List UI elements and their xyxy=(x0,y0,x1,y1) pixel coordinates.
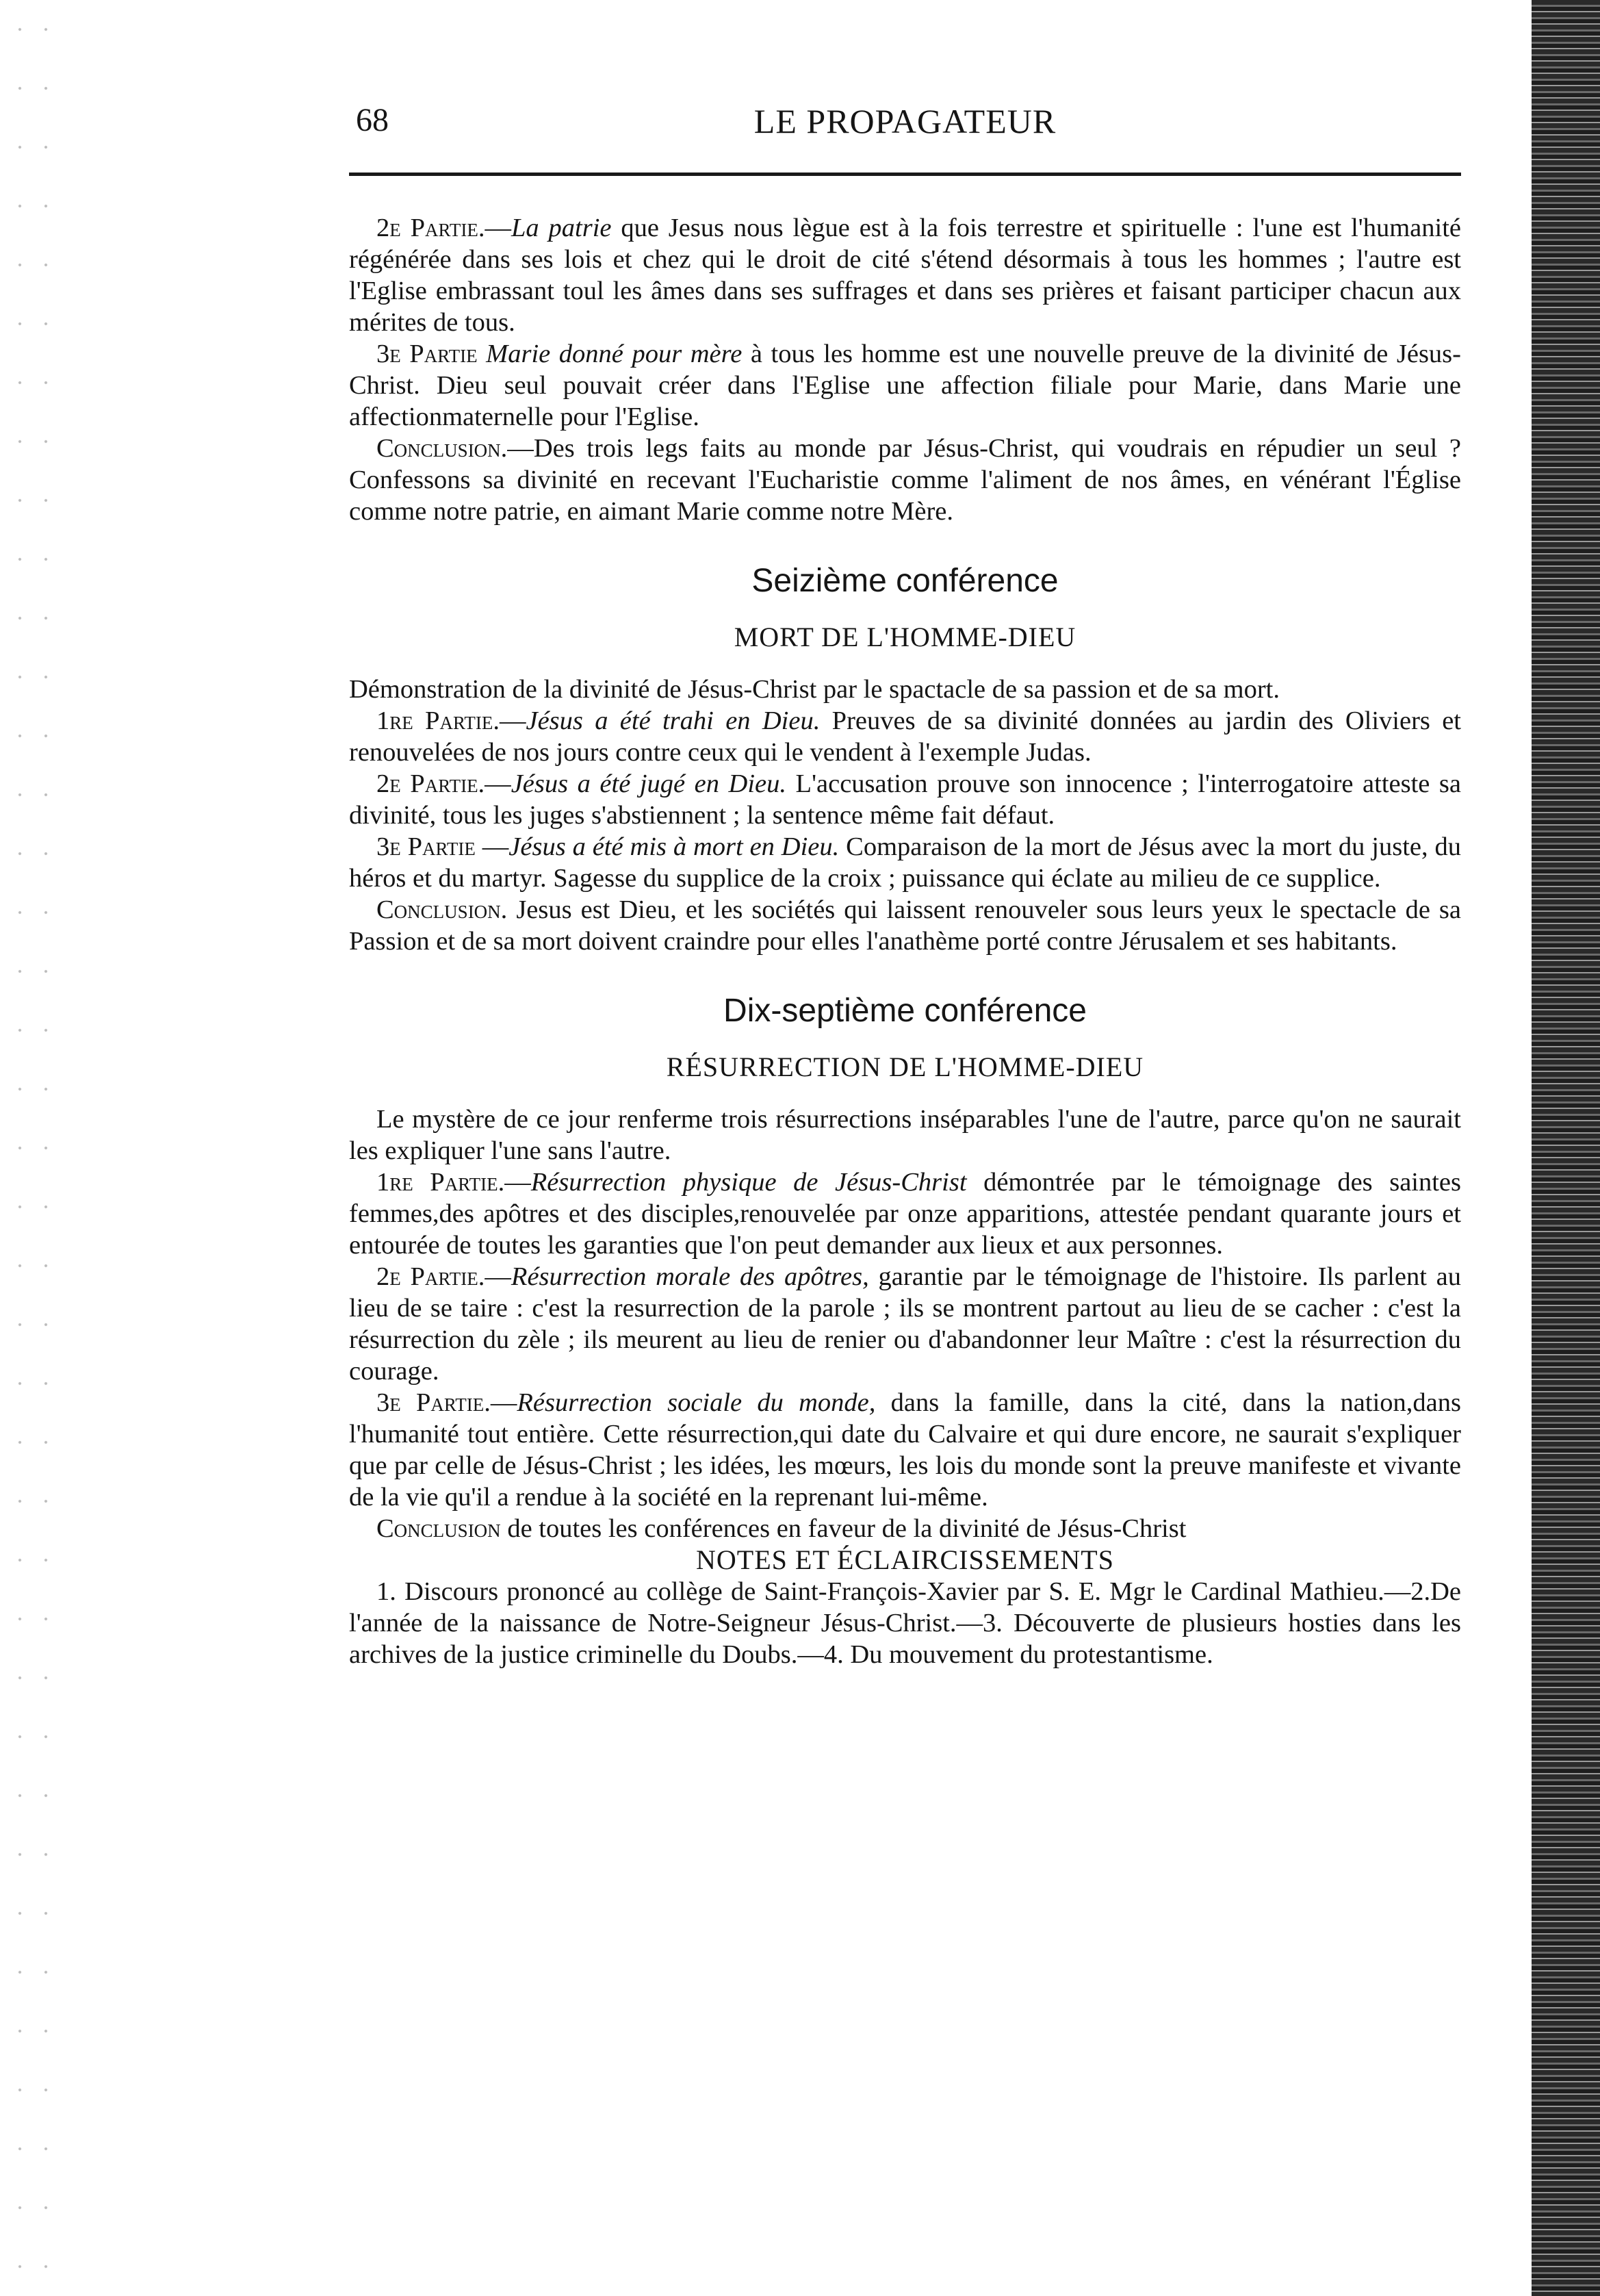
part-label: 2e Partie.— xyxy=(376,769,511,798)
part-title: La patrie xyxy=(511,214,612,242)
conference-17-body xyxy=(349,1104,1461,1544)
part-title: Résurrection physique de Jésus-Christ xyxy=(530,1168,967,1197)
paragraph-text: que Jesus nous lègue est à la fois terrestre et spirituelle : l'une est l'humanité régénérée dans ses lois et chez qui le droit de cité s'étend désormais à tous les hommes ; l'autre est l'Eglise embrassant toul les âmes dans ses suffrages et dans ses prières et faisant participer chacun aux mérites de tous. xyxy=(349,214,1461,337)
paragraph-text: Comparaison de la mort de Jésus avec la mort du juste, du héros et du martyr. Sagesse du supplice de la croix ; puissance qui éclate au milieu de ce supplice. xyxy=(349,832,1461,893)
scan-margin-specks xyxy=(7,0,55,2296)
paragraph-text: de toutes les conférences en faveur de la divinité de Jésus-Christ xyxy=(500,1514,1187,1543)
conclusion-label: Conclusion.— xyxy=(376,434,534,463)
part-title: Résurrection morale des apôtres, xyxy=(511,1262,869,1291)
page xyxy=(349,96,1462,1669)
conclusion-label: Conclusion. xyxy=(376,895,508,924)
part-label: 3e Partie — xyxy=(376,832,509,861)
running-header xyxy=(349,96,1461,164)
paragraph xyxy=(349,1513,1461,1544)
part-title: Résurrection sociale du monde, xyxy=(517,1388,876,1417)
paragraph xyxy=(349,433,1461,527)
part-label: 1re Partie.— xyxy=(376,1168,531,1197)
paragraph xyxy=(349,338,1461,433)
paragraph xyxy=(349,212,1461,338)
paragraph xyxy=(349,831,1461,894)
paragraph-text: Jesus est Dieu, et les sociétés qui laissent renouveler sous leurs yeux le spectacle de sa Passion et de sa mort doivent craindre pour elles l'anathème porté contre Jérusalem et ses habitants. xyxy=(349,895,1461,956)
part-title: Jésus a été mis à mort en Dieu. xyxy=(508,832,840,861)
paragraph-text: Des trois legs faits au monde par Jésus-Christ, qui voudrais en répudier un seul ? Confessons sa divinité en recevant l'Eucharistie comme l'aliment de nos âmes, en vénérant l'Église comme notre patrie, en aimant Marie comme notre Mère. xyxy=(349,434,1461,526)
paragraph-text: L'accusation prouve son innocence ; l'interrogatoire atteste sa divinité, tous les juges s'abstiennent ; la sentence même fait défaut. xyxy=(349,769,1461,830)
part-label: 2e Partie.— xyxy=(376,214,511,242)
header-rule xyxy=(349,173,1461,176)
paragraph-text: à tous les homme est une nouvelle preuve de la divinité de Jésus-Christ. Dieu seul pouvait créer dans l'Eglise une affection filiale pour Marie, dans Marie une affectionmaternelle pour l'Eglise. xyxy=(349,340,1461,431)
paragraph-text: garantie par le témoignage de l'histoire. Ils parlent au lieu de se taire : c'est la resurrection de la parole ; ils se montrent partout au lieu de se cacher : c'est la résurrection du zèle ; ils meurent au lieu de renier ou d'abandonner leur Maître : c'est la résurrection du courage. xyxy=(349,1262,1461,1386)
conference-16-heading: Seizième conférence xyxy=(751,563,1059,599)
paragraph-text: Preuves de sa divinité données au jardin des Oliviers et renouvelées de nos jours contre ceux qui le vendent à l'exemple Judas. xyxy=(349,706,1461,767)
part-title: Jésus a été jugé en Dieu. xyxy=(511,769,787,798)
conference-17-subheading: RÉSURRECTION DE L'HOMME-DIEU xyxy=(666,1051,1144,1082)
conference-17-heading: Dix-septième conférence xyxy=(723,993,1087,1029)
part-title: Jésus a été trahi en Dieu. xyxy=(526,706,821,735)
paragraph-text: dans la famille, dans la cité, dans la nation,dans l'humanité tout entière. Cette résurrection,qui date du Calvaire et qui dure encore, ne saurait s'expliquer que par celle de Jésus-Christ ; les idées, les mœurs, les lois du monde sont la preuve manifeste et vivante de la vie qu'il a rendue à la société en la reprenant lui-même. xyxy=(349,1388,1461,1511)
paragraph xyxy=(349,1166,1461,1261)
page-body xyxy=(349,212,1461,1670)
part-label: 3e Partie xyxy=(376,340,487,368)
part-label: 3e Partie.— xyxy=(376,1388,517,1417)
part-label: 1re Partie.— xyxy=(376,706,526,735)
conference-16-body xyxy=(349,674,1461,957)
conclusion-label: Conclusion xyxy=(376,1514,501,1543)
part-title: Marie donné pour mère xyxy=(486,340,743,368)
conference-16-subheading: MORT DE L'HOMME-DIEU xyxy=(734,622,1076,652)
paragraph-text: Le mystère de ce jour renferme trois résurrections inséparables l'une de l'autre, parce qu'on ne saurait les expliquer l'une sans l'autre. xyxy=(349,1105,1461,1165)
paragraph xyxy=(349,1261,1461,1387)
intro-section xyxy=(349,212,1461,527)
paragraph-text: Démonstration de la divinité de Jésus-Christ par le spactacle de sa passion et de sa mort. xyxy=(349,675,1280,704)
notes-heading: NOTES ET ÉCLAIRCISSEMENTS xyxy=(696,1544,1114,1575)
paragraph xyxy=(349,1387,1461,1513)
paragraph-text: démontrée par le témoignage des saintes femmes,des apôtres et des disciples,renouvelée par onze apparitions, attestée pendant quarante jours et entourée de toutes les garanties que l'on peut demander aux lieux et aux personnes. xyxy=(349,1168,1462,1260)
scan-edge-shadow xyxy=(1532,0,1600,2296)
paragraph xyxy=(349,705,1461,768)
running-title: LE PROPAGATEUR xyxy=(753,102,1057,140)
page-number: 68 xyxy=(356,102,389,138)
paragraph xyxy=(349,768,1461,831)
paragraph xyxy=(349,894,1461,957)
notes-text: 1. Discours prononcé au collège de Saint-François-Xavier par S. E. Mgr le Cardinal Mathieu.—2.De l'année de la naissance de Notre-Seigneur Jésus-Christ.—3. Découverte de plusieurs hosties dans les archives de la justice criminelle du Doubs.—4. Du mouvement du protestantisme. xyxy=(349,1577,1461,1669)
part-label: 2e Partie.— xyxy=(376,1262,511,1291)
paragraph xyxy=(349,1104,1461,1166)
paragraph xyxy=(349,674,1461,705)
